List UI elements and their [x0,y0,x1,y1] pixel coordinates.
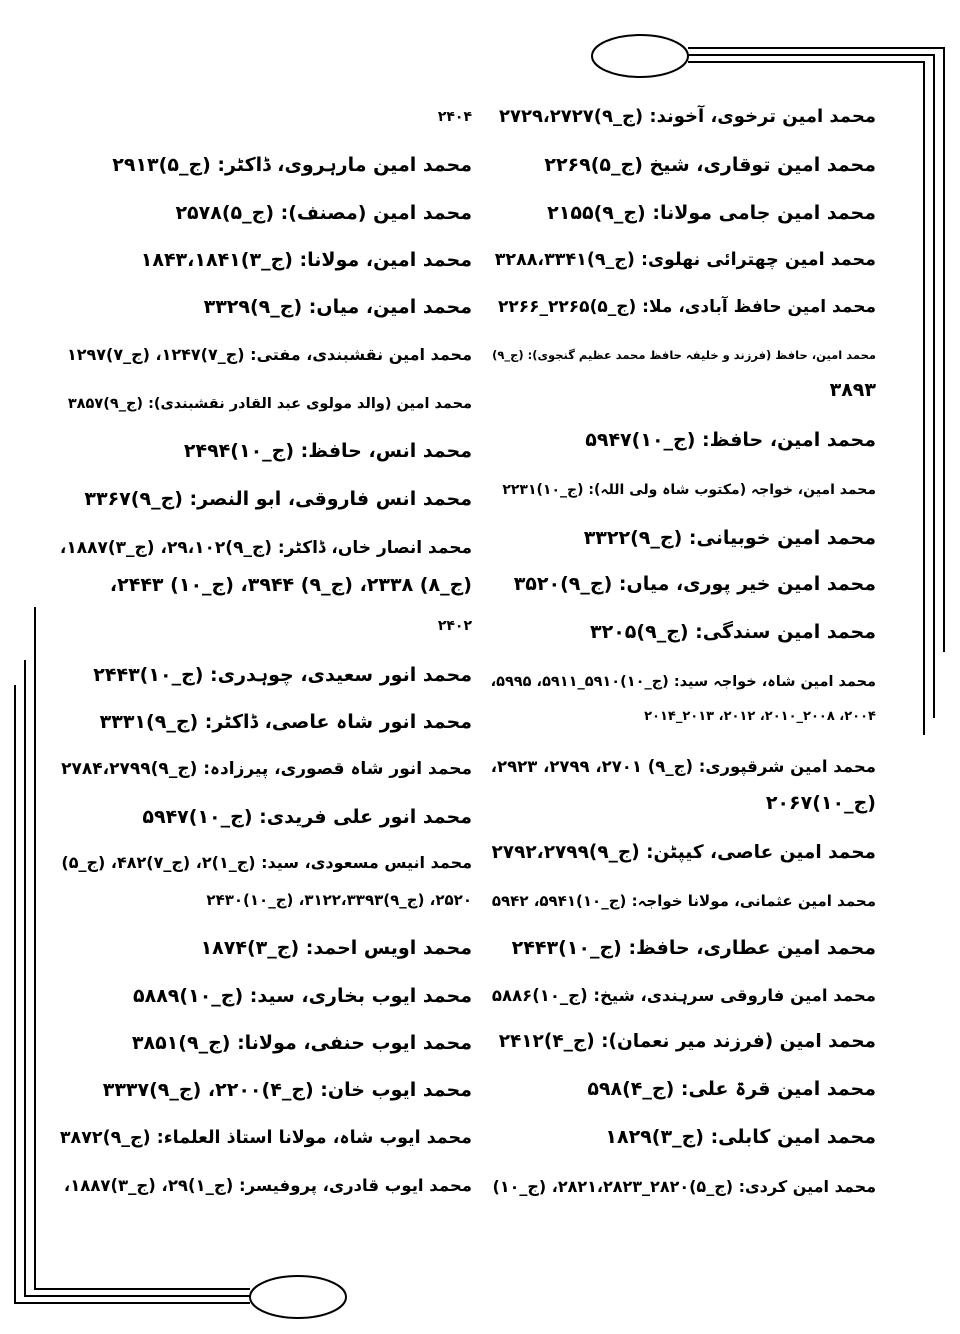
index-entry: محمد امین عطاری، حافظ: (ج_۱۰)۲۴۴۳ [511,937,876,959]
index-entry: محمد امین ترخوی، آخوند: (ج_۹)۲۷۲۹،۲۷۲۷ [498,106,876,127]
index-entry: محمد امین، حافظ (فرزند و خلیفہ حافظ محمد عظیم گنجوی): (ج_۹) [492,348,876,362]
index-entry: (ج_۱۰)۲۰۶۷ [765,792,876,814]
index-entry: محمد انصار خاں، ڈاکٹر: (ج_۹)۲۹،۱۰۲، (ج_۳)۱۸۸۷، [59,538,472,558]
index-entry: محمد ایوب قادری، پروفیسر: (ج_۱)۲۹، (ج_۳)۱۸۸۷، [63,1176,472,1195]
index-entry: محمد امین، خواجہ (مکتوب شاہ ولی اللہ): (ج_۱۰)۲۲۳۱ [502,482,876,498]
right-index-column [490,0,876,1334]
index-entry: محمد انور سعیدی، چوہدری: (ج_۱۰)۲۴۴۳ [93,664,472,686]
index-entry: محمد امین کردی: (ج_۵)۲۸۲۰_۲۸۲۱،۲۸۲۳، (ج_۱۰) [492,1177,876,1196]
index-entry: محمد امین چھترائی نھلوی: (ج_۹)۳۲۸۸،۳۳۴۱ [494,250,876,270]
index-entry: محمد ایوب حنفی، مولانا: (ج_۹)۳۸۵۱ [131,1032,472,1054]
left-index-column [60,0,472,1334]
index-entry: محمد امین، میاں: (ج_۹)۳۳۲۹ [203,296,472,318]
index-entry: محمد ایوب بخاری، سید: (ج_۱۰)۵۸۸۹ [133,985,472,1007]
index-entry: محمد امین (والد مولوی عبد القادر نقشبندی): (ج_۹)۳۸۵۷ [67,396,472,412]
index-entry: ۲۵۲۰، (ج_۹)۳۱۲۲،۳۳۹۳، (ج_۱۰)۲۴۳۰ [206,891,472,909]
index-entry: محمد امین شرقپوری: (ج_۹) ۲۷۰۱، ۲۷۹۹، ۲۹۲۳، [490,757,876,776]
index-entry: محمد انس، حافظ: (ج_۱۰)۲۴۹۴ [183,440,472,462]
index-entry: محمد انیس مسعودی، سید: (ج_۱)۲، (ج_۷)۴۸۲، (ج_۵) [61,853,472,872]
index-entry: محمد اویس احمد: (ج_۳)۱۸۷۴ [200,937,472,959]
index-entry: محمد امین خیر پوری، میاں: (ج_۹)۳۵۲۰ [513,573,876,595]
index-entry: محمد انور شاہ قصوری، پیرزادہ: (ج_۹)۲۷۸۴،۲۷۹۹ [61,759,472,779]
index-entry: محمد امین توقاری، شیخ (ج_۵)۲۲۶۹ [544,154,876,176]
index-entry: محمد امین حافظ آبادی، ملا: (ج_۵)۲۲۶۵_۲۲۶۶ [498,297,876,317]
index-entry: محمد امین جامی مولانا: (ج_۹)۲۱۵۵ [547,202,876,224]
index-entry: ۲۴۰۲ [437,618,472,634]
index-entry: محمد امین (فرزند میر نعمان): (ج_۴)۲۴۱۲ [498,1031,876,1052]
index-entry: ۲۰۰۴، ۲۰۰۸_۲۰۱۰، ۲۰۱۲، ۲۰۱۳_۲۰۱۴ [644,709,876,724]
index-entry: محمد امین عثمانی، مولانا خواجہ: (ج_۱۰)۵۹۴۱، ۵۹۴۲ [491,892,876,910]
index-entry: محمد امین فاروقی سرہندی، شیخ: (ج_۱۰)۵۸۸۶ [491,986,876,1005]
index-entry: محمد ایوب خان: (ج_۴)۲۲۰۰، (ج_۹)۳۳۳۷ [102,1079,472,1101]
index-entry: (ج_۸) ۲۳۳۸، (ج_۹) ۳۹۴۴، (ج_۱۰) ۲۴۴۳، [109,574,472,596]
index-entry: محمد امین، مولانا: (ج_۳)۱۸۴۳،۱۸۴۱ [140,249,472,271]
index-entry: محمد امین، حافظ: (ج_۱۰)۵۹۴۷ [585,429,876,451]
index-entry: محمد امین نقشبندی، مفتی: (ج_۷)۱۲۴۷، (ج_۷)۱۲۹۷ [66,345,472,364]
index-entry: ۳۸۹۳ [829,379,876,401]
index-entry: محمد انس فاروقی، ابو النصر: (ج_۹)۳۳۶۷ [84,488,472,510]
index-entry: ۲۴۰۴ [437,109,472,125]
index-entry: محمد امین قرۃ علی: (ج_۴)۵۹۸ [587,1078,876,1100]
index-entry: محمد انور شاہ عاصی، ڈاکٹر: (ج_۹)۳۳۳۱ [99,711,472,733]
index-entry: محمد امین عاصی، کیپٹن: (ج_۹)۲۷۹۲،۲۷۹۹ [491,842,876,863]
index-entry: محمد امین خوبیانی: (ج_۹)۳۳۲۲ [583,527,876,549]
index-entry: محمد امین شاہ، خواجہ سید: (ج_۱۰)۵۹۱۰_۵۹۱۱، ۵۹۹۵، [490,674,876,690]
index-entry: محمد امین مارہروی، ڈاکٹر: (ج_۵)۲۹۱۳ [112,154,472,176]
index-entry: محمد ایوب شاہ، مولانا استاذ العلماء: (ج_۹)۳۸۷۲ [59,1128,472,1148]
index-entry: محمد امین کابلی: (ج_۳)۱۸۲۹ [605,1126,876,1148]
index-entry: محمد امین سندگی: (ج_۹)۳۲۰۵ [590,621,876,643]
index-entry: محمد امین (مصنف): (ج_۵)۲۵۷۸ [175,202,472,224]
index-entry: محمد انور علی فریدی: (ج_۱۰)۵۹۴۷ [142,806,472,828]
